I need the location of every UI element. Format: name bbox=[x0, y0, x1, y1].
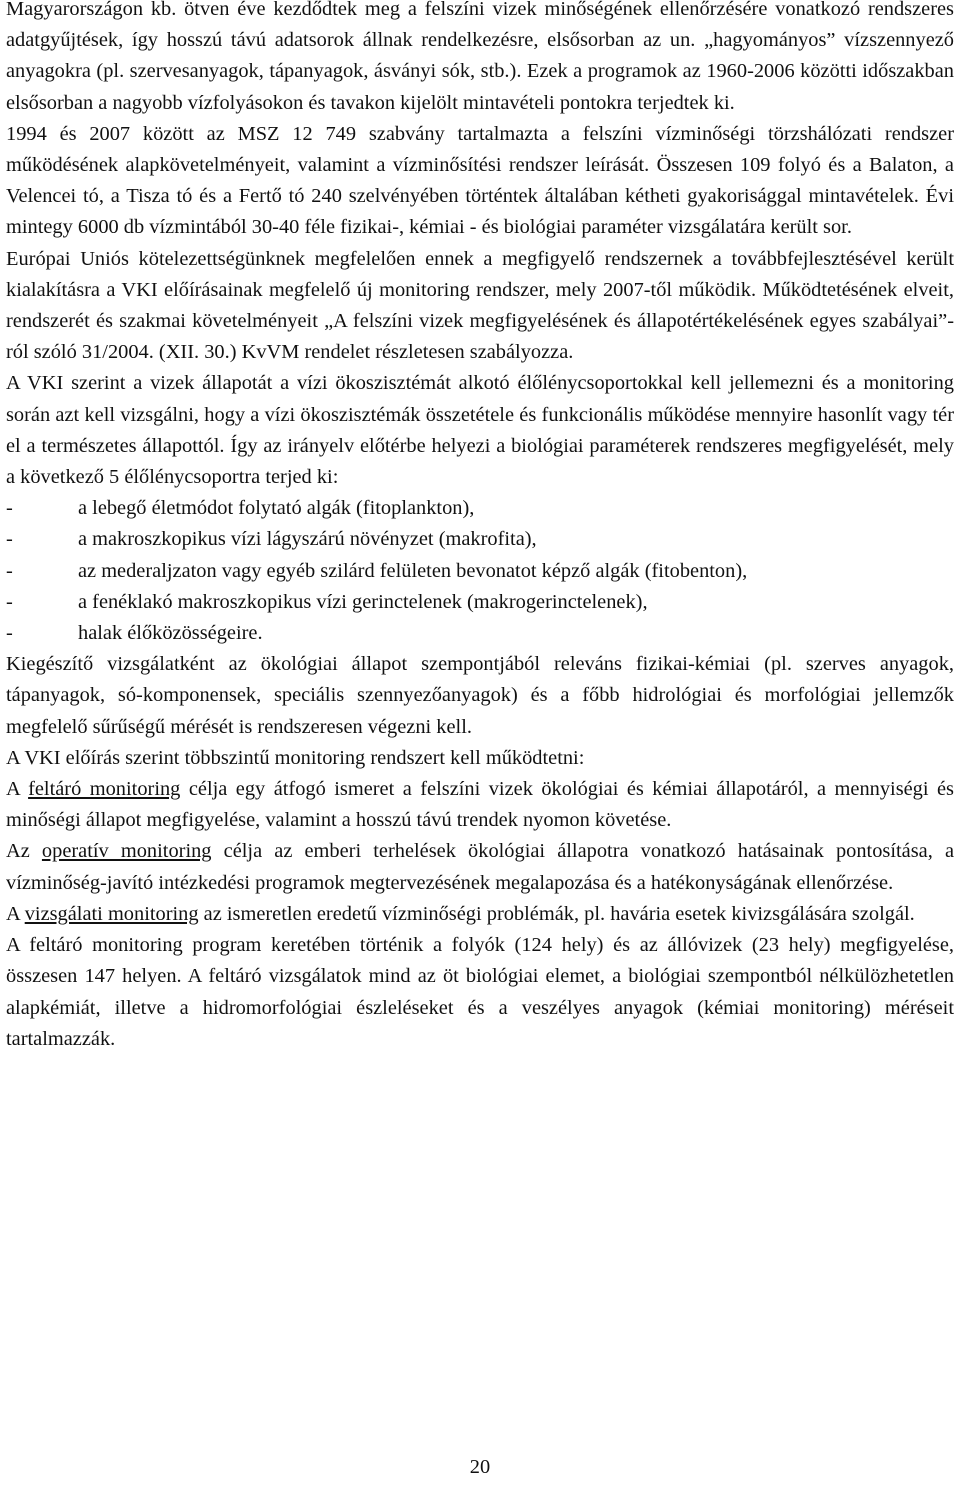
list-marker: - bbox=[6, 497, 13, 520]
term-investigative-monitoring: vizsgálati monitoring bbox=[24, 902, 199, 925]
paragraph-surveillance: A feltáró monitoring célja egy átfogó ismeret a felszíni vizek ökológiai és kémiai állapotáról, a mennyiségi és minőségi állapot megfigyelése, valamint a hosszú távú trendek nyomon követése. bbox=[6, 778, 954, 832]
list-item bbox=[6, 618, 954, 649]
paragraph-vki-biology: A VKI szerint a vizek állapotát a vízi ökoszisztémát alkotó élőlénycsoportokkal kell jellemezni és a monitoring során azt kell vizsgálni, hogy a vízi ökoszisztémák összetétele és funkcionális működése mennyire hasonlít vagy tér el a természetes állapottól. Így az irányelv előtérbe helyezi a biológiai paraméterek rendszeres megfigyelését, mely a következő 5 élőlénycsoportra terjed ki: bbox=[6, 372, 954, 489]
paragraph-eu-obligations: Európai Uniós kötelezettségünknek megfelelően ennek a megfigyelő rendszernek a továbbfejlesztésével került kialakításra a VKI előírásainak megfelelő új monitoring rendszer, mely 2007-től működik. Működtetésének elveit, rendszerét és szakmai követelményeit „A felszíni vizek megfigyelésének és állapotértékelésének egyes szabályai”-ról szóló 31/2004. (XII. 30.) KvVM rendelet részletesen szabályozza. bbox=[6, 247, 954, 364]
term-operational-monitoring: operatív monitoring bbox=[41, 840, 212, 863]
document-page bbox=[6, 0, 954, 1055]
paragraph-supplementary: Kiegészítő vizsgálatként az ökológiai állapot szempontjából releváns fizikai-kémiai (pl. szerves anyagok, tápanyagok, só-komponensek, speciális szennyezőanyagok) és a főbb hidrológiai és morfológiai jellemzők megfelelő sűrűségű mérését is rendszeresen végezni kell. bbox=[6, 653, 954, 738]
list-item-text: az mederaljzaton vagy egyéb szilárd felületen bevonatot képző algák (fitobenton), bbox=[78, 559, 748, 582]
list-item bbox=[6, 493, 954, 524]
list-marker: - bbox=[6, 622, 13, 645]
list-item bbox=[6, 524, 954, 555]
list-item-text: a lebegő életmódot folytató algák (fitoplankton), bbox=[78, 497, 475, 520]
list-marker: - bbox=[6, 590, 13, 613]
paragraph-history: Magyarországon kb. ötven éve kezdődtek meg a felszíni vizek minőségének ellenőrzésére vonatkozó rendszeres adatgyűjtések, így hosszú távú adatsorok állnak rendelkezésre, elsősorban az un. „hagyományos” vízszennyező anyagokra (pl. szervesanyagok, tápanyagok, ásványi sók, stb.). Ezek a programok az 1960-2006 közötti időszakban elsősorban a nagyobb vízfolyásokon és tavakon kijelölt mintavételi pontokra terjedtek ki. bbox=[6, 0, 954, 114]
list-item-text: a fenéklakó makroszkopikus vízi gerinctelenek (makrogerinctelenek), bbox=[78, 590, 648, 613]
page-number: 20 bbox=[469, 1456, 491, 1478]
list-item bbox=[6, 587, 954, 618]
paragraph-surveillance-program: A feltáró monitoring program keretében történik a folyók (124 hely) és az állóvizek (23 hely) megfigyelése, összesen 147 helyen. A feltáró vizsgálatok mind az öt biológiai elemet, a biológiai szempontból nélkülözhetetlen alapkémiát, illetve a hidromorfológiai észleléseket és a veszélyes anyagok (kémiai monitoring) méréseit tartalmazzák. bbox=[6, 934, 954, 1050]
list-marker: - bbox=[6, 559, 13, 582]
paragraph-operational: Az operatív monitoring célja az emberi terhelések ökológiai állapotra vonatkozó hatásainak pontosítása, a vízminőség-javító intézkedési programok megtervezésének megalapozása és a hatékonyságának ellenőrzése. bbox=[6, 840, 954, 894]
organism-group-list bbox=[6, 493, 954, 649]
paragraph-standard: 1994 és 2007 között az MSZ 12 749 szabvány tartalmazta a felszíni vízminőségi törzshálózati rendszer működésének alapkövetelményeit, valamint a vízminősítési rendszer leírását. Összesen 109 folyó és a Balaton, a Velencei tó, a Tisza tó és a Fertő tó 240 szelvényében történtek általában kétheti gyakorisággal mintavételek. Évi mintegy 6000 db vízmintából 30-40 féle fizikai-, kémiai - és biológiai paraméter vizsgálatára került sor. bbox=[6, 122, 954, 239]
term-surveillance-monitoring: feltáró monitoring bbox=[28, 778, 181, 801]
paragraph-multilevel: A VKI előírás szerint többszintű monitoring rendszert kell működtetni: bbox=[6, 746, 585, 769]
list-marker: - bbox=[6, 528, 13, 551]
list-item-text: a makroszkopikus vízi lágyszárú növényzet (makrofita), bbox=[78, 528, 537, 551]
list-item bbox=[6, 556, 954, 587]
list-item-text: halak élőközösségeire. bbox=[78, 622, 263, 645]
paragraph-investigative: A vizsgálati monitoring az ismeretlen eredetű vízminőségi problémák, pl. havária esetek kivizsgálására szolgál. bbox=[6, 902, 915, 925]
